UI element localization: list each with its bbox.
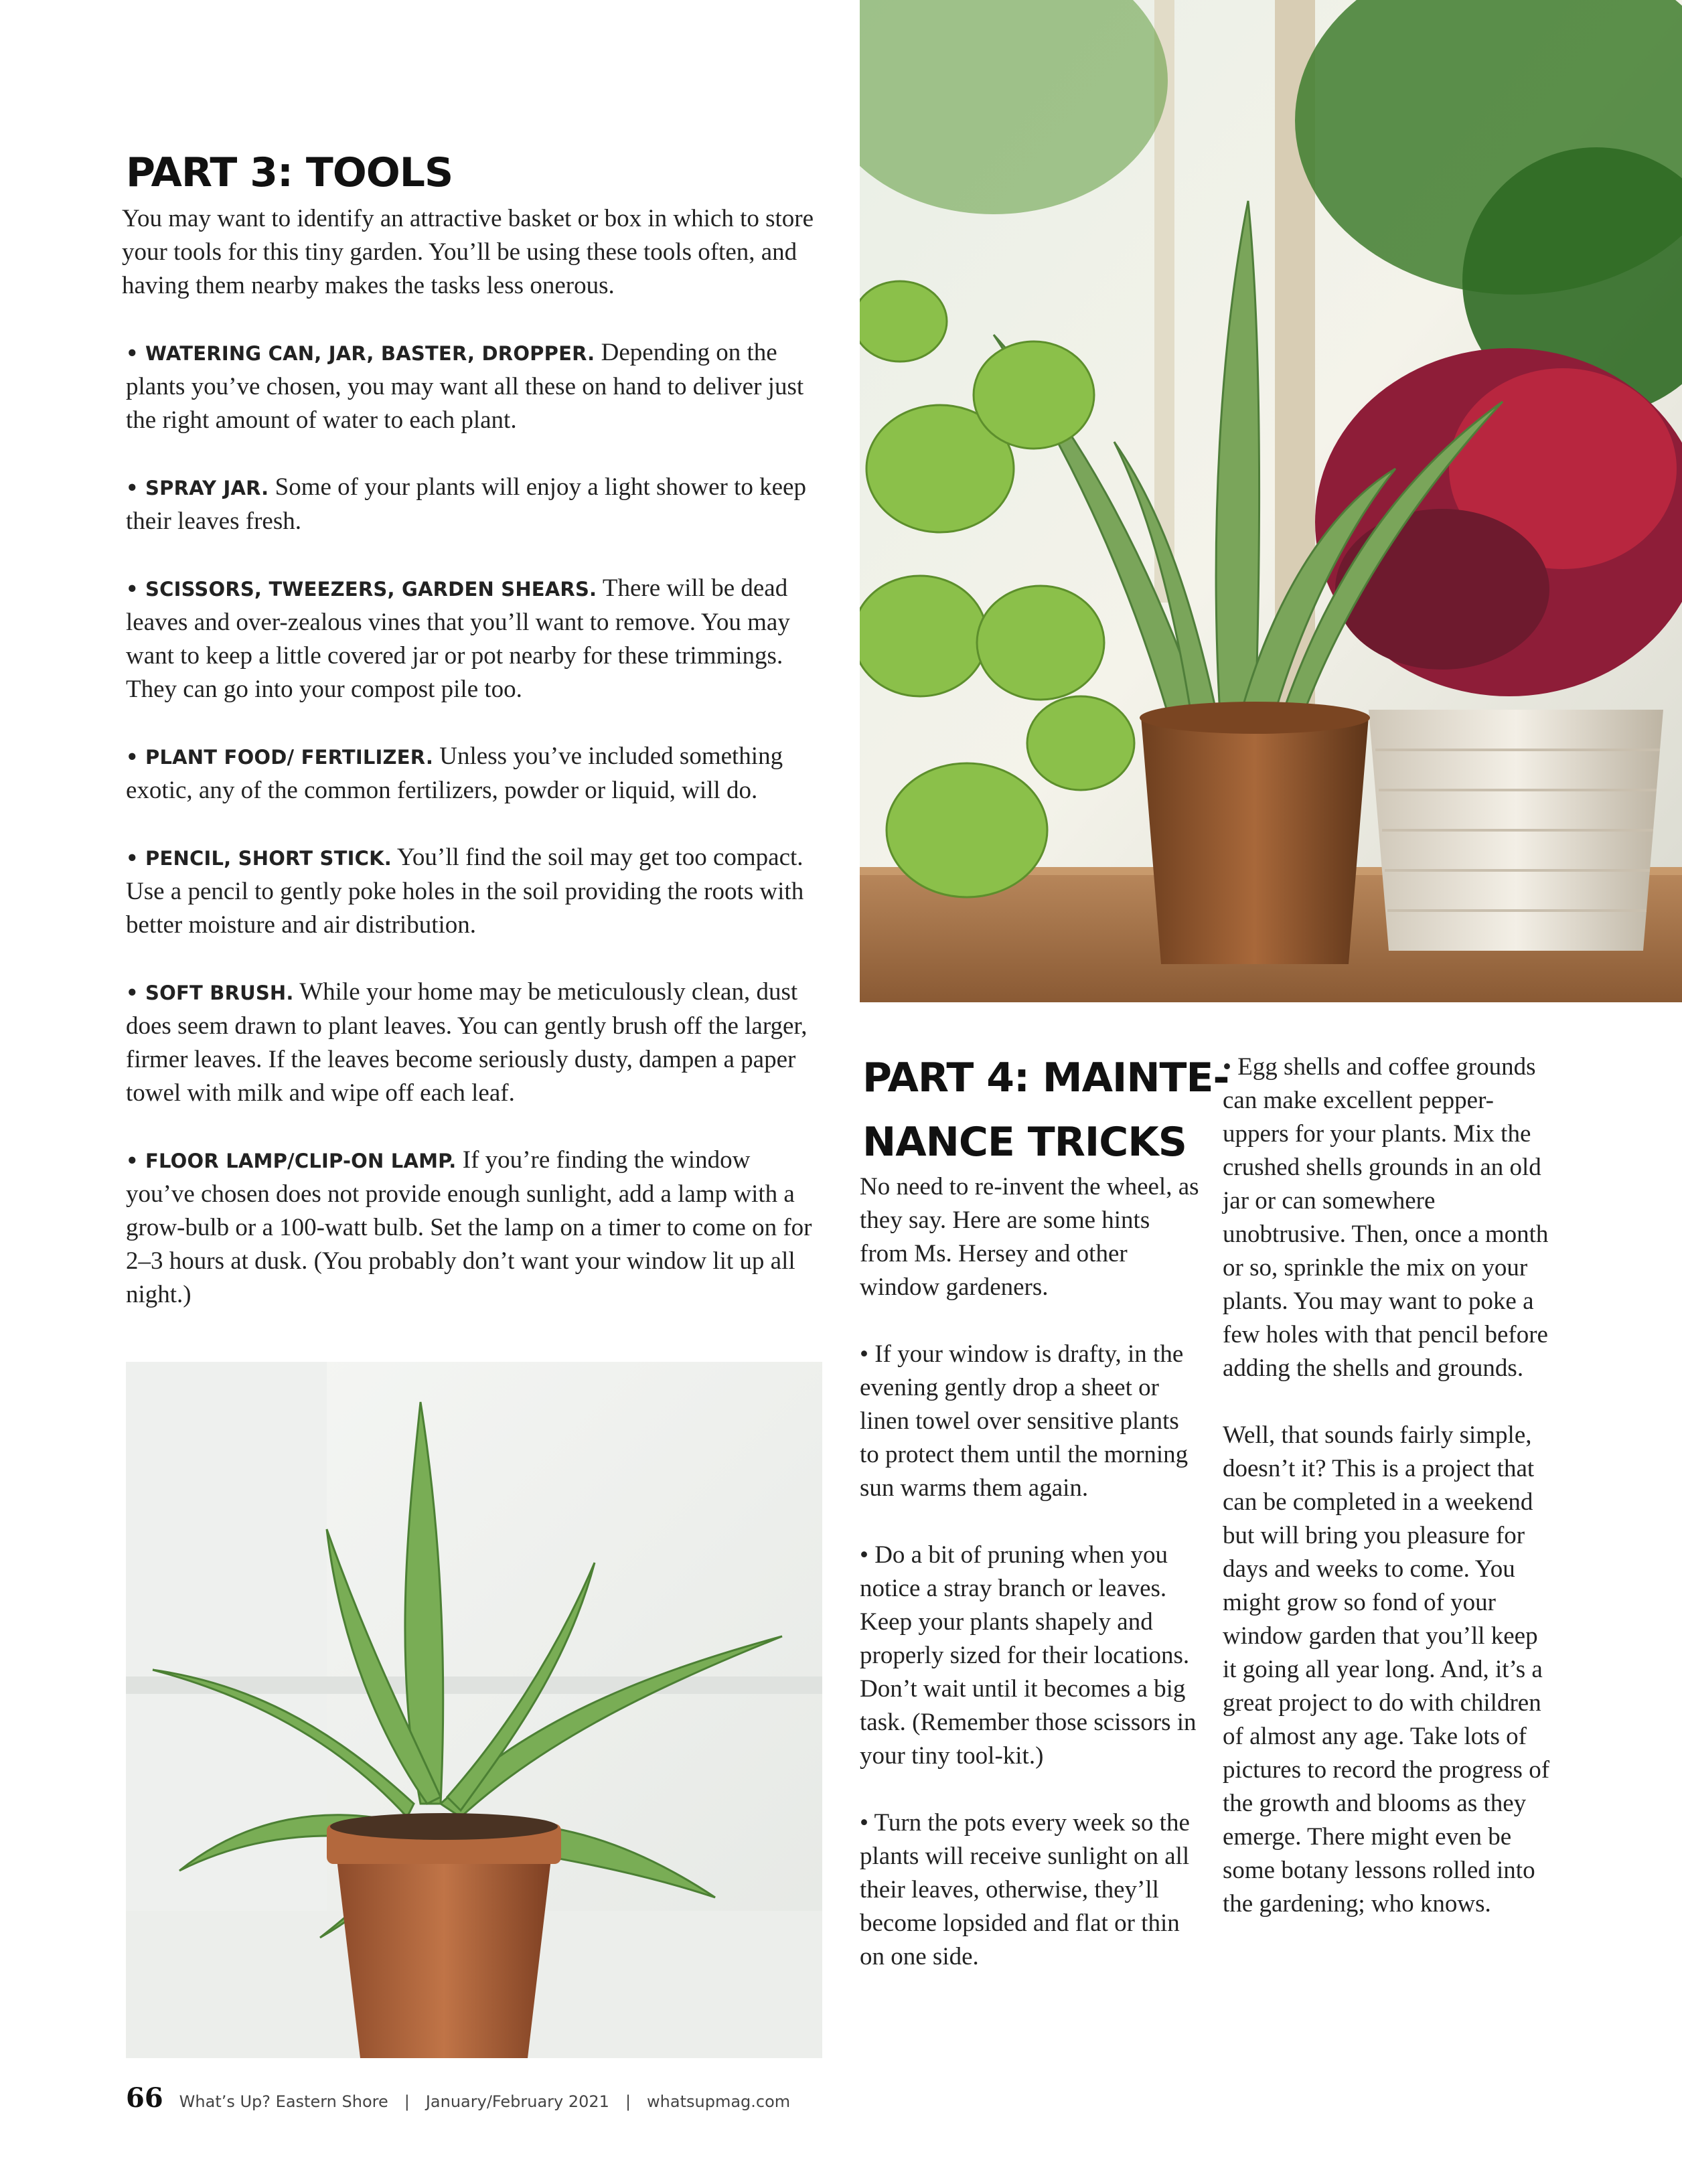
part4-heading-line1: PART 4: MAINTE- bbox=[862, 1055, 1229, 1101]
part4-paragraph: • If your window is drafty, in the evening gently drop a sheet or linen towel over sensitive plants to protect them until the morning sun warms them again. bbox=[860, 1340, 1189, 1502]
part3-heading: PART 3: TOOLS bbox=[126, 149, 453, 196]
aloe-pot-illustration bbox=[126, 1362, 822, 2058]
tool-item-text: You’ll find the soil may get too compact. Use a pencil to gently poke holes in the soil providing the roots with better moisture and air distribution. bbox=[126, 844, 804, 939]
part4-paragraph: No need to re-invent the wheel, as they say. Here are some hints from Ms. Hersey and other window gardeners. bbox=[860, 1173, 1199, 1301]
tool-item-text: If you’re finding the window you’ve chosen does not provide enough sunlight, add a lamp with a grow-bulb or a 100-watt bulb. Set the lamp on a timer to come on for 2–3 hours at dusk. (You probably don’t want your window lit up all night.) bbox=[126, 1146, 812, 1308]
tool-item-label: • WATERING CAN, JAR, BASTER, DROPPER. bbox=[126, 342, 595, 365]
tool-item-text: While your home may be meticulously clean, dust does seem drawn to plant leaves. You can gently brush off the larger, firmer leaves. If the leaves become seriously dusty, dampen a paper towel with milk and wipe off each leaf. bbox=[126, 978, 808, 1107]
part4-paragraph: Well, that sounds fairly simple, doesn’t it? This is a project that can be completed in a weekend but will bring you pleasure for days and weeks to come. You might grow so fond of your window garden that you’ll keep it going all year long. And, it’s a great project to do with children of almost any age. Take lots of pictures to record the progress of the growth and blooms as they emerge. There might even be some botany lessons rolled into the gardening; who knows. bbox=[1223, 1421, 1550, 1918]
aloe-pot-photo bbox=[126, 1362, 822, 2058]
tool-item-label: • PENCIL, SHORT STICK. bbox=[126, 847, 392, 870]
tool-item bbox=[122, 740, 818, 807]
tool-item-text: There will be dead leaves and over-zealous vines that you’ll want to remove. You may want to keep a little covered jar or pot nearby for these trimmings. They can go into your compost pile too. bbox=[126, 574, 790, 703]
tool-item bbox=[122, 572, 818, 706]
part4-heading-line2: NANCE TRICKS bbox=[862, 1119, 1187, 1166]
part4-column-1 bbox=[860, 1170, 1201, 1974]
tool-item-text: Depending on the plants you’ve chosen, you may want all these on hand to deliver just the right amount of water to each plant. bbox=[126, 339, 804, 434]
tool-item-label: • SCISSORS, TWEEZERS, GARDEN SHEARS. bbox=[126, 578, 597, 601]
issue-date: January/February 2021 bbox=[425, 2092, 609, 2111]
tool-item bbox=[122, 976, 818, 1110]
tool-item bbox=[122, 841, 818, 942]
part4-heading bbox=[862, 1046, 1229, 1174]
tool-item-label: • SOFT BRUSH. bbox=[126, 982, 294, 1004]
tool-item-label: • PLANT FOOD/ FERTILIZER. bbox=[126, 746, 434, 769]
page-footer bbox=[126, 2082, 790, 2116]
page-number: 66 bbox=[126, 2082, 163, 2114]
tool-item-label: • SPRAY JAR. bbox=[126, 477, 269, 499]
tool-item-label: • FLOOR LAMP/CLIP-ON LAMP. bbox=[126, 1150, 457, 1172]
tool-item-text: Unless you’ve included something exotic, any of the common fertilizers, powder or liquid, will do. bbox=[126, 743, 783, 804]
part4-column-2 bbox=[1223, 1050, 1557, 1921]
part4-paragraph: • Do a bit of pruning when you notice a stray branch or leaves. Keep your plants shapely and properly sized for their locations. Don’t wait until it becomes a big task. (Remember those scissors in your tiny tool-kit.) bbox=[860, 1541, 1197, 1770]
footer-separator: | bbox=[404, 2092, 410, 2111]
magazine-name: What’s Up? Eastern Shore bbox=[179, 2092, 388, 2111]
tool-item-text: Some of your plants will enjoy a light shower to keep their leaves fresh. bbox=[126, 473, 806, 535]
footer-separator: | bbox=[625, 2092, 631, 2111]
tool-item bbox=[122, 336, 818, 437]
window-plants-photo bbox=[860, 0, 1682, 1002]
part3-intro: You may want to identify an attractive basket or box in which to store your tools for this tiny garden. You’ll be using these tools often, and having them nearby makes the tasks less onerous. bbox=[122, 205, 814, 299]
website-link[interactable]: whatsupmag.com bbox=[647, 2092, 791, 2111]
part3-body bbox=[122, 202, 818, 1312]
part4-paragraph: • Egg shells and coffee grounds can make excellent pepper-uppers for your plants. Mix the crushed shells grounds in an old jar or can somewhere unobtrusive. Then, once a month or so, sprinkle the mix on your plants. You may want to poke a few holes with that pencil before adding the shells and grounds. bbox=[1223, 1053, 1549, 1382]
window-plants-illustration bbox=[860, 0, 1682, 1002]
tool-item bbox=[122, 471, 818, 538]
part4-paragraph: • Turn the pots every week so the plants will receive sunlight on all their leaves, otherwise, they’ll become lopsided and flat or thin on one side. bbox=[860, 1809, 1190, 1970]
tool-item bbox=[122, 1144, 818, 1312]
